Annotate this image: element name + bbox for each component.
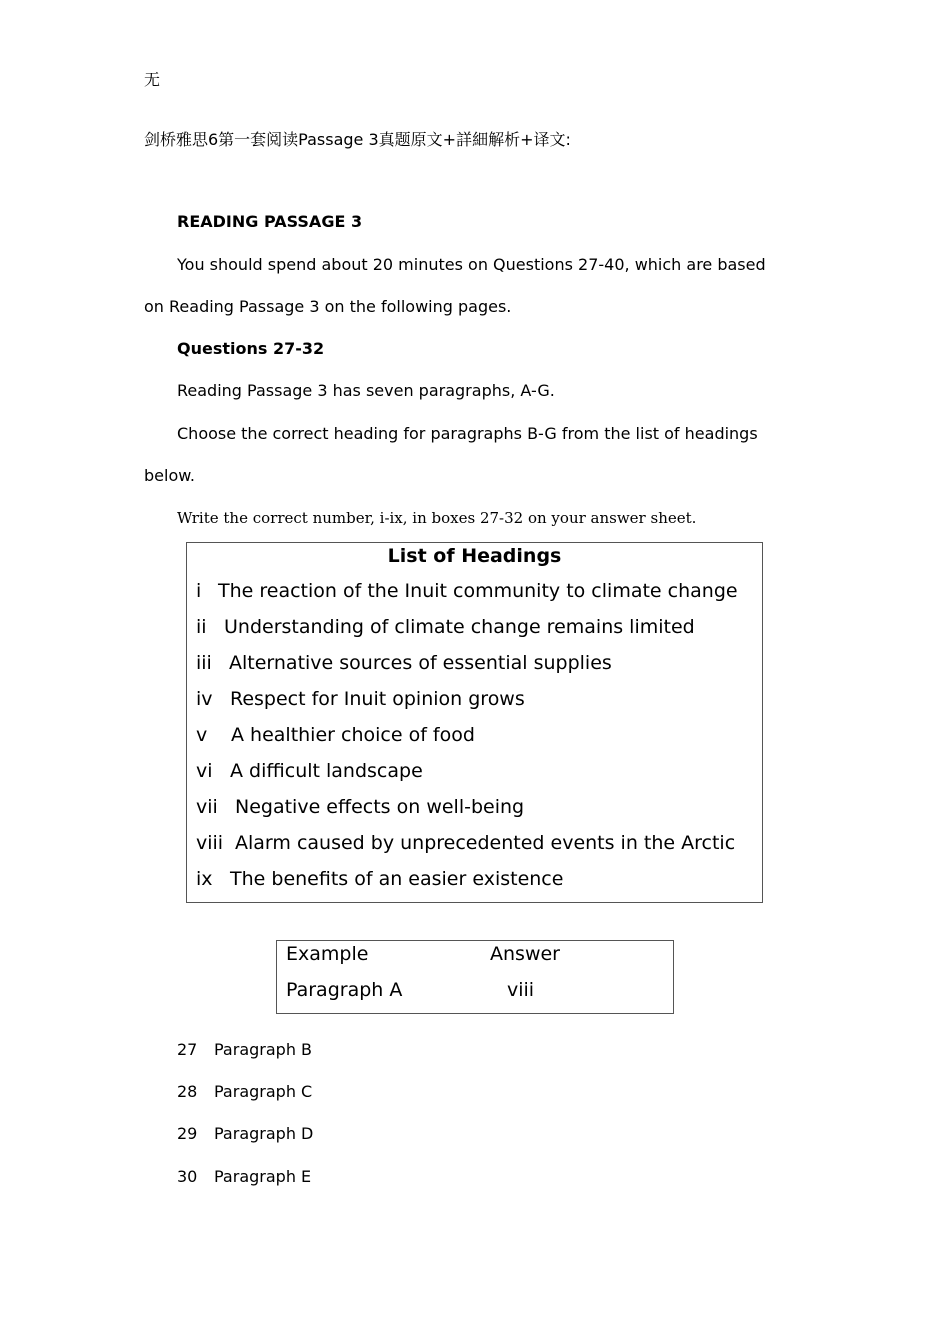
passage-heading: READING PASSAGE 3 [177, 212, 363, 231]
list-of-headings-box [186, 542, 763, 903]
heading-item [196, 688, 525, 710]
heading-number: v [196, 724, 208, 746]
instruction-choose-line-1: Choose the correct heading for paragraphs B-G from the list of headings [177, 424, 758, 443]
heading-number: vi [196, 760, 213, 782]
instruction-write-answer: Write the correct number, i-ix, in boxes 27-32 on your answer sheet. [177, 509, 697, 527]
heading-text: A healthier choice of food [231, 724, 475, 746]
instruction-choose-line-2: below. [144, 466, 195, 485]
list-of-headings-title: List of Headings [387, 545, 562, 567]
example-header: Example [286, 943, 369, 965]
heading-number: viii [196, 832, 224, 854]
heading-text: The reaction of the Inuit community to climate change [218, 580, 738, 602]
heading-item [196, 616, 695, 638]
question-item [177, 1167, 311, 1186]
heading-number: iv [196, 688, 213, 710]
heading-text: A difficult landscape [230, 760, 423, 782]
heading-item [196, 724, 475, 746]
heading-number: iii [196, 652, 212, 674]
question-number: 30 [177, 1167, 198, 1186]
question-number: 28 [177, 1082, 198, 1101]
question-text: Paragraph C [214, 1082, 313, 1101]
answer-header: Answer [490, 943, 560, 965]
heading-item [196, 832, 735, 854]
heading-item [196, 580, 738, 602]
heading-number: i [196, 580, 202, 602]
intro-line-2: on Reading Passage 3 on the following pages. [144, 297, 512, 316]
heading-number: ix [196, 868, 213, 890]
question-text: Paragraph E [214, 1167, 312, 1186]
question-item [177, 1082, 312, 1101]
question-text: Paragraph B [214, 1040, 313, 1059]
questions-range-heading: Questions 27-32 [177, 339, 325, 358]
heading-text: Understanding of climate change remains limited [224, 616, 695, 638]
question-item [177, 1040, 312, 1059]
heading-text: Respect for Inuit opinion grows [230, 688, 525, 710]
intro-line-1: You should spend about 20 minutes on Questions 27-40, which are based [177, 255, 766, 274]
document-title: 剑桥雅思6第一套阅读Passage 3真题原文+詳細解析+译文: [144, 130, 571, 149]
heading-text: The benefits of an easier existence [230, 868, 564, 890]
top-note: 无 [144, 70, 161, 89]
instruction-paragraph-count: Reading Passage 3 has seven paragraphs, A-G. [177, 381, 555, 400]
heading-item [196, 796, 524, 818]
heading-item [196, 652, 612, 674]
heading-number: ii [196, 616, 207, 638]
heading-text: Negative effects on well-being [235, 796, 525, 818]
example-answer: viii [507, 979, 535, 1001]
heading-number: vii [196, 796, 218, 818]
question-number: 29 [177, 1124, 198, 1143]
example-box [276, 940, 674, 1014]
heading-item [196, 868, 563, 890]
question-text: Paragraph D [214, 1124, 314, 1143]
heading-item [196, 760, 423, 782]
heading-text: Alternative sources of essential supplies [229, 652, 612, 674]
example-paragraph: Paragraph A [286, 979, 403, 1001]
question-item [177, 1124, 313, 1143]
heading-text: Alarm caused by unprecedented events in the Arctic [235, 832, 736, 854]
question-number: 27 [177, 1040, 198, 1059]
